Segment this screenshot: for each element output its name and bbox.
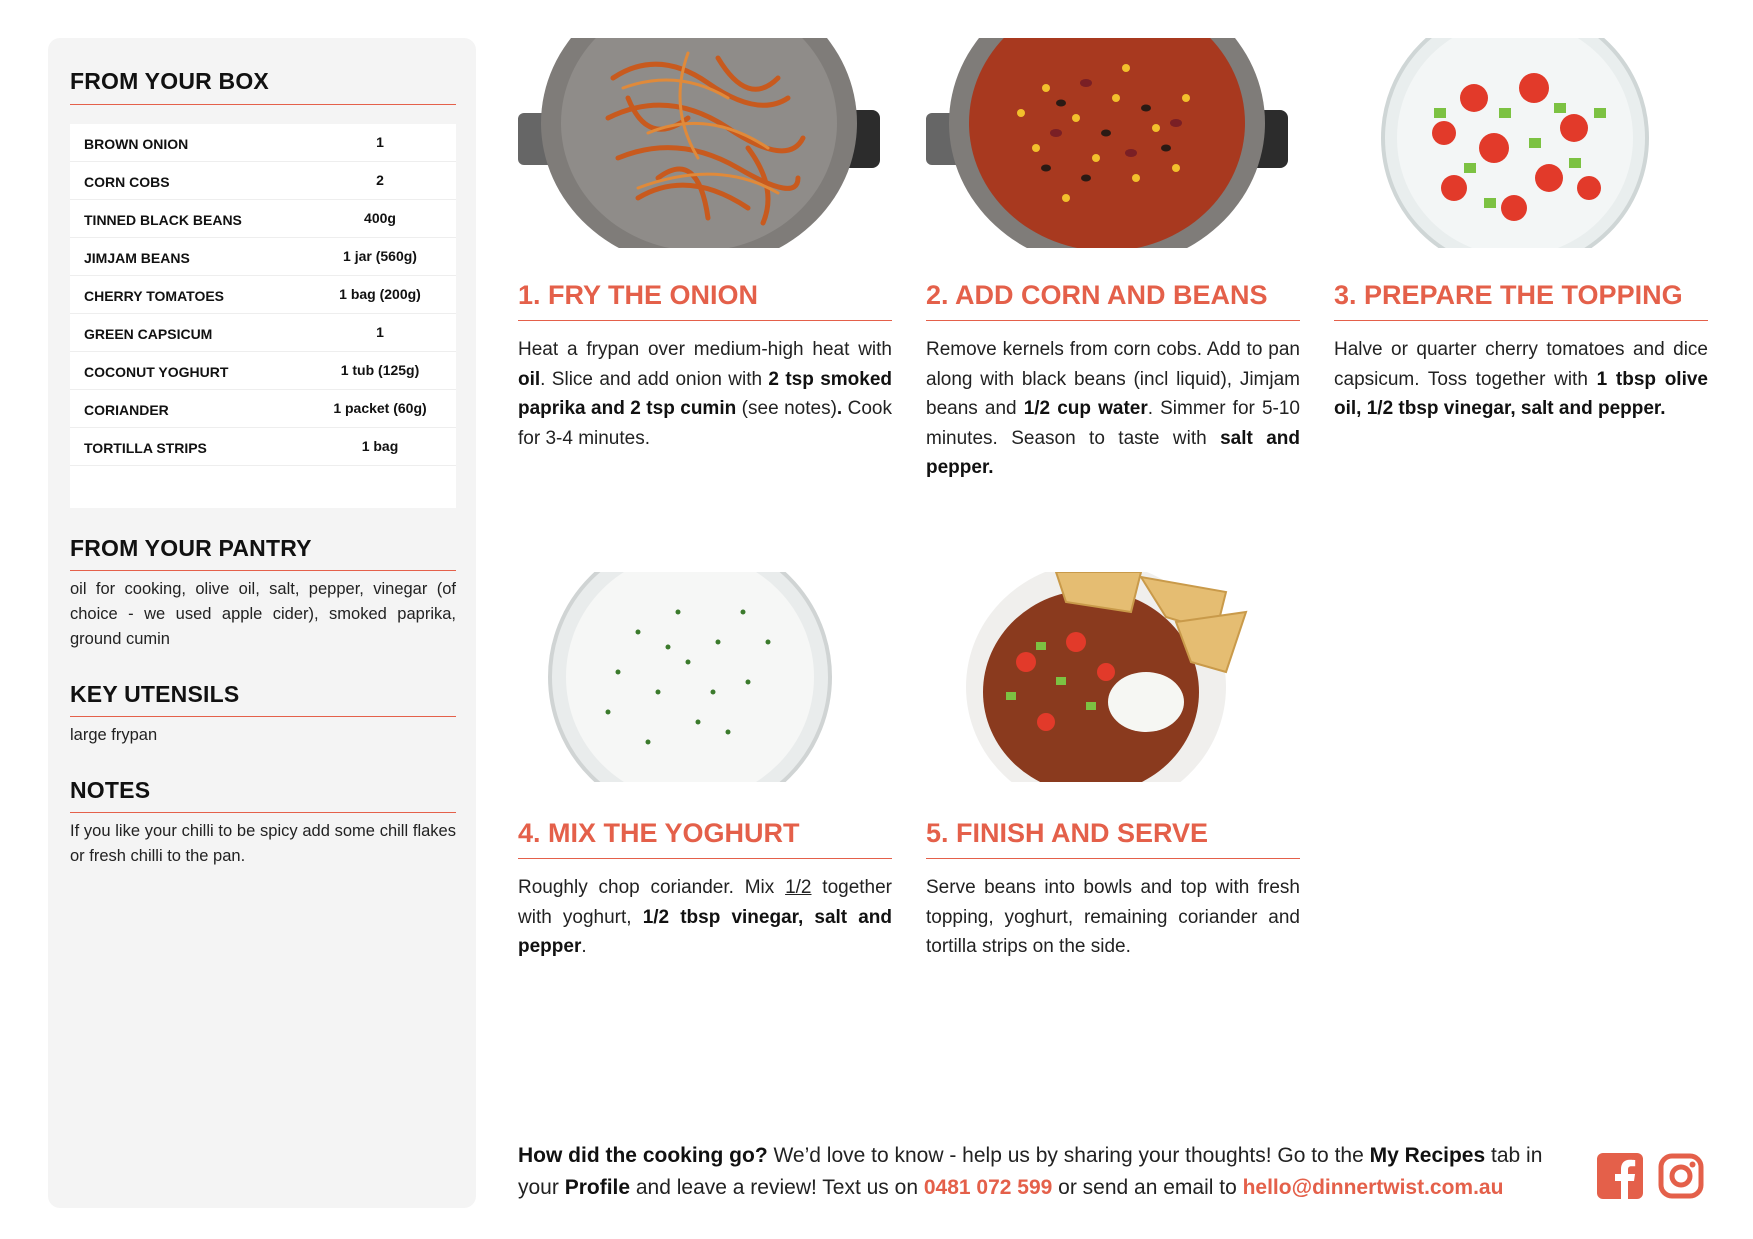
tomato-bowl-photo xyxy=(1334,38,1696,248)
from-box-rule xyxy=(70,104,456,105)
table-row xyxy=(70,390,456,428)
text-run: . Simmer for 5-10 minutes. Season to taste with xyxy=(926,398,1300,449)
underlined-run: 1/2 xyxy=(785,877,812,898)
text-run: tab in your xyxy=(518,1144,1543,1199)
step-4-rule xyxy=(518,858,892,859)
ingredient-qty: 1 xyxy=(376,134,384,150)
yoghurt-bowl-photo xyxy=(518,572,880,782)
text-run: . xyxy=(581,936,587,957)
ingredient-qty: 1 packet (60g) xyxy=(333,400,427,416)
table-row xyxy=(70,200,456,238)
pantry-heading: FROM YOUR PANTRY xyxy=(70,535,312,561)
step-2-title: 2. ADD CORN AND BEANS xyxy=(926,280,1268,310)
step-1-rule xyxy=(518,320,892,321)
ingredient-name: GREEN CAPSICUM xyxy=(84,326,213,342)
notes-text: If you like your chilli to be spicy add some chill flakes or fresh chilli to the pan. xyxy=(70,822,456,865)
pantry-rule xyxy=(70,570,456,571)
contact-link[interactable]: 0481 072 599 xyxy=(923,1176,1053,1199)
step-4-text xyxy=(518,873,892,962)
onion-pan-photo xyxy=(518,38,880,248)
bold-run: My Recipes xyxy=(1369,1144,1486,1167)
step-2-text xyxy=(926,335,1300,483)
step-3-title: 3. PREPARE THE TOPPING xyxy=(1334,280,1683,310)
ingredient-name: CORIANDER xyxy=(84,402,169,418)
ingredient-name: CHERRY TOMATOES xyxy=(84,288,225,304)
text-run: or send an email to xyxy=(1052,1176,1243,1199)
utensils-heading: KEY UTENSILS xyxy=(70,681,240,707)
text-run: Heat a frypan over medium-high heat with xyxy=(518,339,892,360)
ingredient-name: TINNED BLACK BEANS xyxy=(84,212,242,228)
beans-pan-photo xyxy=(926,38,1288,248)
ingredient-name: JIMJAM BEANS xyxy=(84,250,190,266)
ingredient-name: CORN COBS xyxy=(84,174,170,190)
ingredients-sidebar xyxy=(48,38,476,1208)
bold-run: Profile xyxy=(564,1176,631,1199)
step-1-title: 1. FRY THE ONION xyxy=(518,280,759,310)
text-run: together with yoghurt, xyxy=(518,877,893,928)
step-4-title: 4. MIX THE YOGHURT xyxy=(518,818,800,848)
feedback-footer xyxy=(518,1140,1578,1204)
text-run: Cook for 3-4 minutes. xyxy=(518,398,892,449)
ingredient-qty: 2 xyxy=(376,172,384,188)
pantry-text: oil for cooking, olive oil, salt, pepper, vinegar (of choice - we used apple cider), smoked paprika, ground cumin xyxy=(70,580,456,648)
table-row xyxy=(70,162,456,200)
ingredient-name: COCONUT YOGHURT xyxy=(84,364,229,380)
served-bowl-photo xyxy=(926,572,1288,782)
ingredient-name: TORTILLA STRIPS xyxy=(84,440,207,456)
utensils-rule xyxy=(70,716,456,717)
notes-rule xyxy=(70,812,456,813)
table-row xyxy=(70,238,456,276)
ingredient-qty: 1 jar (560g) xyxy=(343,248,417,264)
step-1-text xyxy=(518,335,892,453)
text-run: Remove kernels from corn cobs. Add to pan along with black beans (incl liquid), Jimjam beans and xyxy=(926,339,1300,419)
ingredients-table xyxy=(70,124,456,508)
step-5-rule xyxy=(926,858,1300,859)
text-run: . Slice and add onion with xyxy=(540,368,769,390)
bold-run: . xyxy=(836,398,843,419)
table-row xyxy=(70,314,456,352)
bold-run: How did the cooking go? xyxy=(518,1144,768,1167)
text-run: (see notes) xyxy=(736,398,837,419)
text-run: Serve beans into bowls and top with fresh topping, yoghurt, remaining coriander and tortilla strips on the side. xyxy=(926,877,1300,957)
bold-run: 1 tbsp olive oil, 1/2 tbsp vinegar, salt and pepper. xyxy=(1334,368,1709,419)
ingredient-qty: 1 tub (125g) xyxy=(340,362,420,378)
instagram-icon[interactable] xyxy=(1658,1153,1704,1199)
step-3-rule xyxy=(1334,320,1708,321)
ingredient-name: BROWN ONION xyxy=(84,136,189,152)
text-run: and leave a review! Text us on xyxy=(630,1176,924,1199)
bold-run: 2 tsp smoked paprika and 2 tsp cumin xyxy=(518,368,892,419)
bold-run: oil xyxy=(518,368,541,390)
ingredient-qty: 400g xyxy=(364,210,396,226)
step-3-text xyxy=(1334,335,1708,424)
bold-run: 1/2 cup water xyxy=(1023,398,1148,419)
table-row xyxy=(70,428,456,466)
notes-heading: NOTES xyxy=(70,777,151,803)
ingredient-qty: 1 bag xyxy=(361,438,399,454)
text-run: We’d love to know - help us by sharing your thoughts! Go to the xyxy=(767,1144,1370,1167)
ingredient-qty: 1 xyxy=(376,324,384,340)
ingredient-qty: 1 bag (200g) xyxy=(339,286,421,302)
table-row xyxy=(70,352,456,390)
facebook-icon[interactable] xyxy=(1597,1153,1643,1199)
step-5-title: 5. FINISH AND SERVE xyxy=(926,818,1209,848)
text-run: Roughly chop coriander. Mix xyxy=(518,877,786,898)
table-row xyxy=(70,124,456,162)
table-row xyxy=(70,276,456,314)
step-2-rule xyxy=(926,320,1300,321)
bold-run: 1/2 tbsp vinegar, salt and pepper xyxy=(518,906,893,957)
bold-run: salt and pepper. xyxy=(926,427,1300,478)
contact-link[interactable]: hello@dinnertwist.com.au xyxy=(1242,1176,1504,1199)
text-run: Halve or quarter cherry tomatoes and dice capsicum. Toss together with xyxy=(1334,339,1708,390)
utensils-text: large frypan xyxy=(70,726,158,744)
from-box-heading: FROM YOUR BOX xyxy=(70,68,269,94)
step-5-text xyxy=(926,873,1300,962)
